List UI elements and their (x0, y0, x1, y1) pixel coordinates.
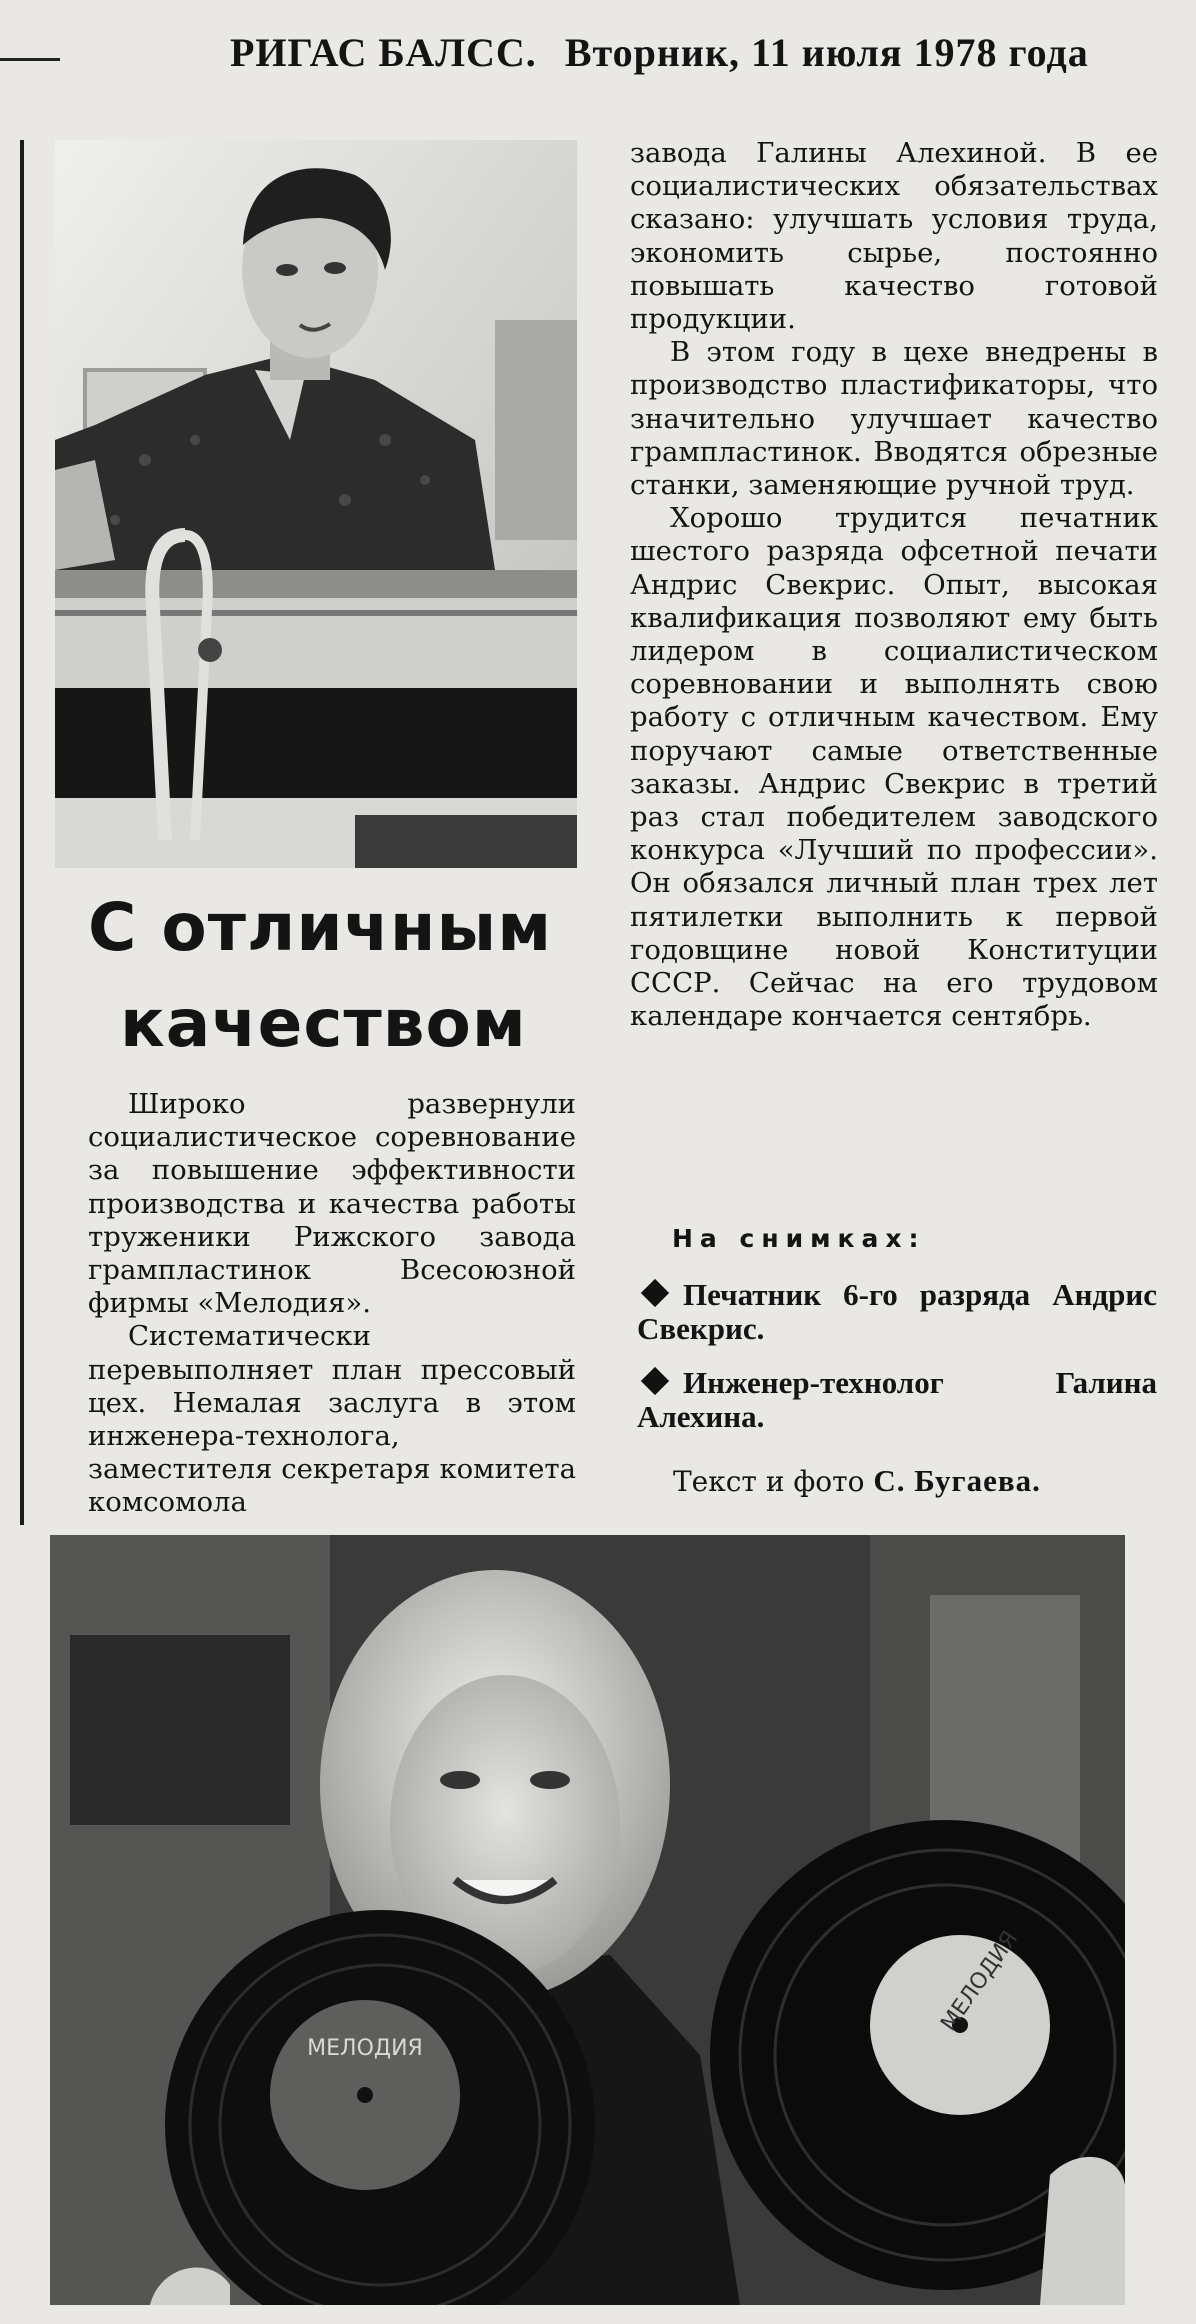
newspaper-name: РИГАС БАЛСС. (230, 29, 537, 75)
photo-engineer (50, 1535, 1125, 2305)
record-label-right: МЕЛОДИЯ (936, 1926, 1024, 2036)
photo-credit (637, 1464, 1157, 1499)
column-rule (20, 140, 24, 1525)
issue-date: Вторник, 11 июля 1978 года (564, 29, 1089, 75)
headline-line-2: качеством (120, 985, 527, 1062)
article-column-right (630, 137, 1158, 1033)
caption-text: Инженер-технолог Галина Алехина. (637, 1365, 1157, 1434)
credit-author: С. Бугаева. (873, 1463, 1041, 1498)
caption-item (637, 1278, 1157, 1346)
masthead (230, 22, 1170, 82)
masthead-rule (0, 58, 60, 61)
engineer-photo-drawing (50, 1535, 1125, 2305)
article-column-left (88, 1088, 576, 1520)
captions-title: На снимках: (672, 1224, 926, 1253)
paragraph: В этом году в цехе внедрены в производство пластификаторы, что значительно улучшает качество грампластинок. Вводятся обрезные станки, заменяющие ручной труд. (630, 336, 1158, 502)
paragraph: Систематически перевыполняет план прессовый цех. Немалая заслуга в этом инженера-технолога, заместителя секретаря комитета комсомола (88, 1320, 576, 1519)
record-label-left: МЕЛОДИЯ (307, 2036, 423, 2061)
headline-line-1: С отличным (88, 889, 553, 966)
article-headline (80, 880, 580, 1072)
caption-item (637, 1366, 1157, 1434)
photo-captions (637, 1222, 1157, 1499)
paragraph: Хорошо трудится печатник шестого разряда офсетной печати Андрис Свекрис. Опыт, высокая квалификация позволяют ему быть лидером в социалистическом соревновании и выполнять свою работу с отличным качеством. Ему поручают самые ответственные заказы. Андрис Свекрис в третий раз стал победителем заводского конкурса «Лучший по профессии». Он обязался личный план трех лет пятилетки выполнить к первой годовщине новой Конституции СССР. Сейчас на его трудовом календаре кончается сентябрь. (630, 502, 1158, 1033)
diamond-bullet-icon (641, 1367, 669, 1395)
paragraph-continuation: завода Галины Алехиной. В ее социалистических обязательствах сказано: улучшать условия труда, экономить сырье, постоянно повышать качество готовой продукции. (630, 137, 1158, 336)
paragraph: Широко развернули социалистическое соревнование за повышение эффективности производства и качества работы труженики Рижского завода грампластинок Всесоюзной фирмы «Мелодия». (88, 1088, 576, 1320)
credit-prefix: Текст и фото (673, 1465, 865, 1498)
photo-printer (55, 140, 577, 868)
printer-photo-drawing (55, 140, 577, 868)
diamond-bullet-icon (641, 1279, 669, 1307)
caption-text: Печатник 6-го разряда Андрис Свекрис. (637, 1277, 1157, 1346)
